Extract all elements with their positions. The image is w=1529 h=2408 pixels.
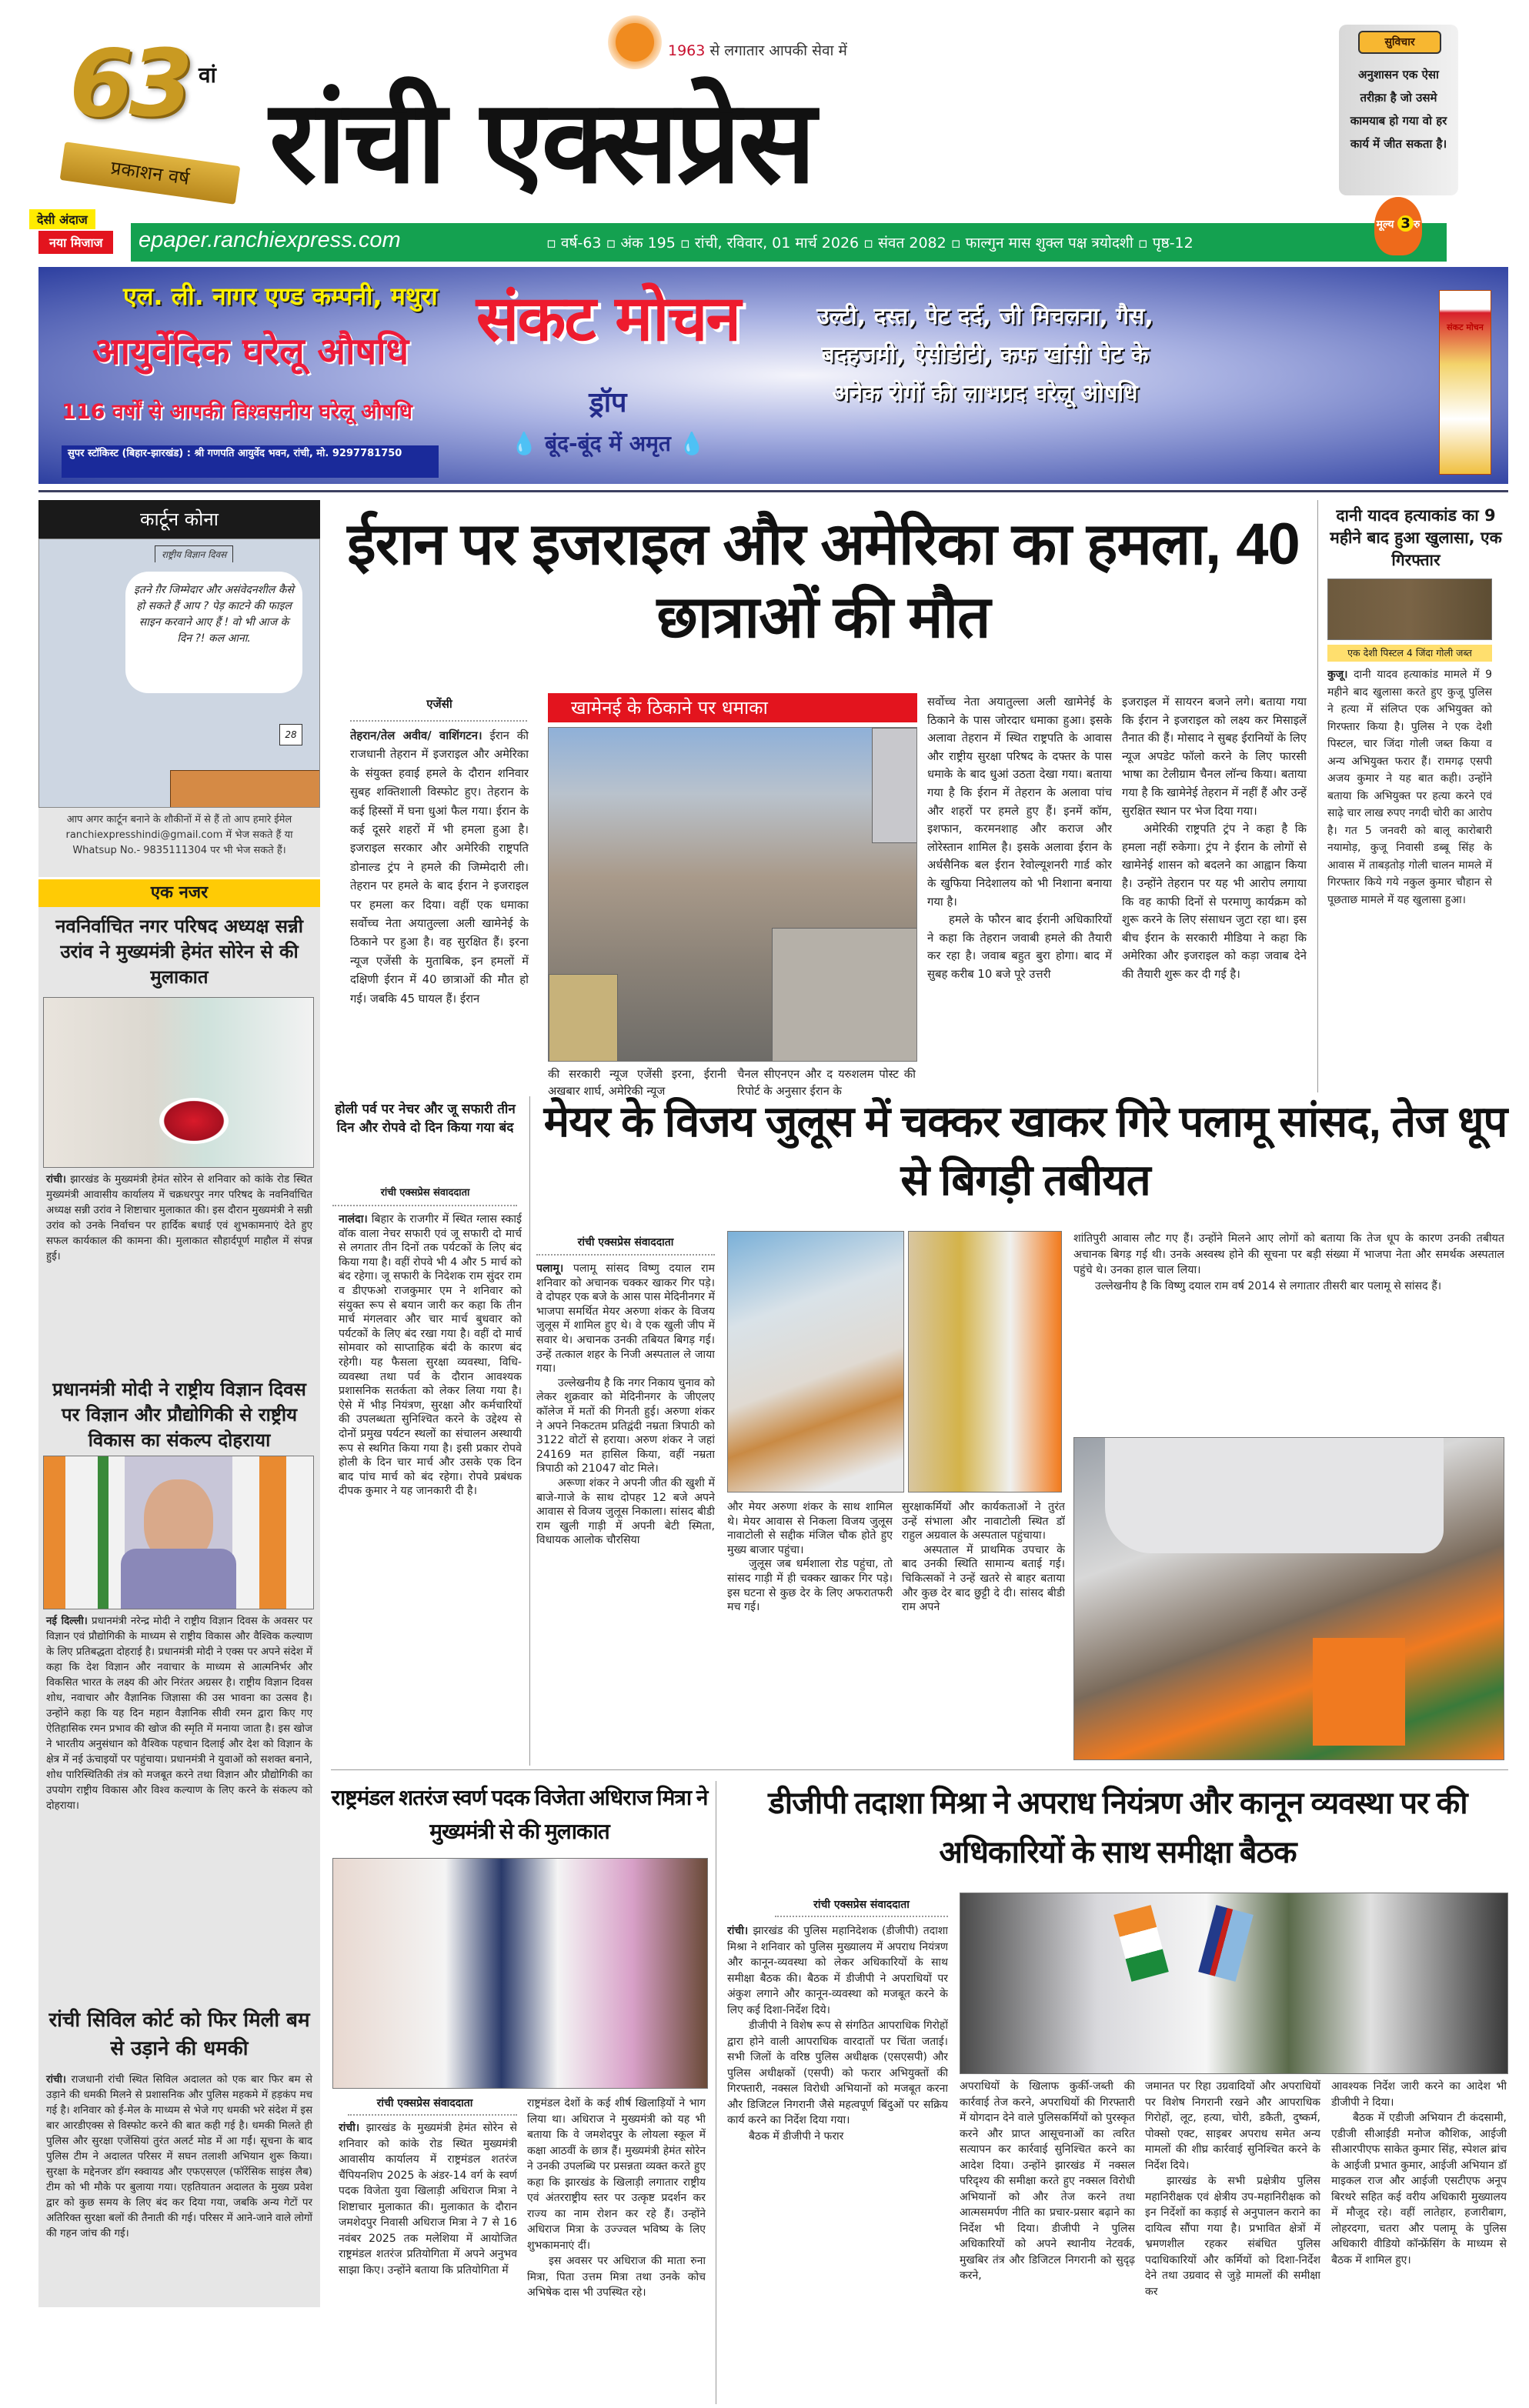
holi-headline[interactable]: होली पर्व पर नेचर और जू सफारी तीन दिन और रोपवे दो दिन किया गया बंद: [335, 1102, 516, 1136]
mayor-col-3-text: सुरक्षाकर्मियों और कार्यकताओं ने तुरंत उन्हें संभाला और नावाटोली स्थित डॉ राहुल अग्रवाल के अस्पताल पहुंचाया।: [902, 1501, 1065, 1543]
dgp-col-4-text: आवश्यक निर्देश जारी करने का आदेश भी डीजीपी ने दिया।: [1331, 2080, 1507, 2109]
dgp-col-3-para: झारखंड के सभी प्रक्षेत्रीय पुलिस महानिरीक्षक एवं क्षेत्रीय उप-महानिरीक्षक को इन निर्देशों का कड़ाई से अनुपालन कराने का दायित्व सौंपा गया है। प्रभावित क्षेत्रों में भ्रमणशील रहकर संबंधित पुलिस पदाधिकारियों और कर्मियों को दिशा-निर्देश देने तथा उग्रवाद से जुड़े मामलों की समीक्षा कर: [1145, 2175, 1320, 2298]
anniversary-badge: [31, 23, 239, 208]
anniversary-suffix: वां: [199, 62, 216, 88]
dgp-col-1-text: झारखंड की पुलिस महानिदेशक (डीजीपी) तदाशा मिश्रा ने शनिवार को पुलिस मुख्यालय में अपराध नियंत्रण और कानून-व्यवस्था को लेकर अधिकारियों के साथ समीक्षा बैठक की। बैठक में डीजीपी ने अपराधियों पर अंकुश लगाने और कानून-व्यवस्था को मजबूत करने के लिए कई दिशा-निर्देश दिये।: [727, 1925, 948, 2016]
story-body: [46, 2073, 312, 2242]
chess-col-2: [527, 2096, 706, 2301]
chess-col-1-text: झारखंड के मुख्यमंत्री हेमंत सोरेन से शनिवार को कांके रोड स्थित मुख्यमंत्री आवासीय कार्यालय में राष्ट्रमंडल शतरंज चैंपियनशिप 2025 के अंडर-14 वर्ग के स्वर्ण पदक विजेता युवा खिलाड़ी अधिराज मित्रा ने शिष्टाचार मुलाकात की। मुलाकात के दौरान जमशेदपुर निवासी अधिराज मित्रा ने 7 से 16 नवंबर 2025 तक मलेशिया में आयोजित राष्ट्रमंडल शतरंज प्रतियोगिता में अपने अनुभव साझा किए। उन्होंने बताया कि प्रतियोगिता में: [339, 2122, 517, 2276]
mayor-col-3-para: अस्पताल में प्राथमिक उपचार के बाद उनकी स्थिति सामान्य बताई गई। चिकित्सकों ने उन्हें खतरे से बाहर बताया और कुछ देर बाद छुट्टी दे दी। सांसद बीडी राम अपने: [902, 1543, 1065, 1614]
police-flag-icon: [1198, 1905, 1254, 1982]
right-story-headline[interactable]: दानी यादव हत्याकांड का 9 महीने बाद हुआ खुलासा, एक गिरफ्तार: [1330, 506, 1502, 569]
dgp-col-1: [727, 1923, 948, 2144]
cartoon-desk: [170, 770, 320, 808]
right-story-text: दानी यादव हत्याकांड मामले में 9 महीने बाद खुलासा करते हुए कुजू पुलिस ने हत्या में संलिप्त एक अभियुक्त को गिरफ्तार किया है। पुलिस ने एक देशी पिस्टल, चार जिंदा गोली जब्त किया व अन्य अभियुक्त फरार हैं। रामगढ़ एसपी अजय कुमार ने यह बात कही। उन्होंने बताया कि अभियुक्त पर हत्या करने एवं साढ़े चार लाख रुपए नगदी चोरी का आरोप है। गत 5 जनवरी को बालू कारोबारी नयामोड़, कुजू निवासी डब्बू सिंह के आवास में ताबड़तोड़ गोली चालन मामले में गिरफ्तार किये गये नकुल कुमार चौहान से पूछताछ मामले में यह खुलासा हुआ।: [1327, 669, 1492, 906]
bouquet-icon: [159, 1098, 229, 1144]
lead-col-4: [927, 693, 1112, 1093]
price-value: 3: [1397, 215, 1414, 232]
ek-nazar-header: एक नजर: [38, 879, 320, 907]
ad-slogan: [446, 429, 770, 458]
story-dateline: रांची।: [46, 2074, 66, 2086]
cartoon-speech-bubble: इतने ग़ैर जिम्मेदार और असंवेदनशील कैसे हो सकते हैं आप ? पेड़ काटने की फाइल साइन करवाने आए हैं ! वो भी आज के दिन ?! कल आना.: [125, 572, 302, 693]
byline-divider: [775, 1916, 948, 1917]
lead-photo-caption: खामेनई के ठिकाने पर धमाका: [548, 693, 917, 722]
byline-divider: [332, 1205, 517, 1206]
dgp-col-4: [1331, 2079, 1507, 2268]
lead-col-5: [1122, 693, 1307, 1093]
cartoon-image: [38, 539, 320, 808]
since-line: [668, 40, 847, 60]
dgp-col-4-para: बैठक में एडीजी अभियान टी कंदसामी, एडीजी सीआईडी मनोज कौशिक, आईजी सीआरपीएफ साकेत कुमार सिंह, स्पेशल ब्रांच के आईजी प्रभात कुमार, आईजी अभियान डॉ माइकल राज और आईजी एसटीएफ अनूप बिरथरे सहित कई वरीय अधिकारी मुख्यालय में मौजूद रहे। वहीं लातेहार, हजारीबाग, लोहरदगा, चतरा और पलामू के पुलिस अधिकारी वीडियो कॉन्फ्रेंसिंग के माध्यम से बैठक में शामिल हुए।: [1331, 2112, 1507, 2266]
price-unit: रु: [1413, 218, 1421, 231]
lead-col-4-text: सर्वोच्च नेता अयातुल्ला अली खामेनेई के ठिकाने के पास जोरदार धमाका हुआ। इसके अलावा तेहरान में स्थित राष्ट्रपति के आवास और राष्ट्रीय सुरक्षा परिषद के दफ्तर के पास धमाके के बाद धुआं उठता देखा गया। बताया गया है कि ईरान में तेहरान के अलावा पांच और शहरों पर हमले हुए हैं। इनमें कॉम, इशफान, करमनशाह और कराज और लोरेस्तान शामिल है। इसके अलावा ईरान के अर्धसैनिक बल ईरान रेवोल्यूशनरी गार्ड कोर के खुफिया निदेशालय को भी निशाना बनाया गया है।: [927, 695, 1112, 909]
white-car: [1105, 1438, 1444, 1553]
soren-meeting-photo: [43, 997, 314, 1168]
dgp-meeting-photo: [960, 1893, 1508, 2074]
chess-col-2-text: राष्ट्रमंडल देशों के कई शीर्ष खिलाड़ियों ने भाग लिया था। अधिराज ने मुख्यमंत्री को यह भी बताया कि वे जमशेदपुर के लोयला स्कूल में कक्षा आठवीं के छात्र हैं। मुख्यमंत्री हेमंत सोरेन ने उनकी उपलब्धि पर प्रसन्नता व्यक्त करते हुए कहा कि झारखंड के खिलाड़ी लगातार राष्ट्रीय एवं अंतरराष्ट्रीय स्तर पर उत्कृष्ट प्रदर्शन कर राज्य का नाम रोशन कर रहे हैं। उन्होंने अधिराज मित्रा के उज्ज्वल भविष्य के लिए शुभकामनाएं दीं।: [527, 2097, 706, 2252]
mayor-col-1-para: अरूणा शंकर ने अपनी जीत की खुशी में बाजे-गाजे के साथ दोपहर 12 बजे अपने आवास से विजय जुलूस निकाला। सांसद बीडी राम खुली गाड़ी में अपनी बेटी स्मिता, विधायक आलोक चौरसिया: [536, 1476, 715, 1547]
sankat-mochan-advertisement[interactable]: [38, 267, 1508, 484]
lead-col-4-para: हमले के फौरन बाद ईरानी अधिकारियों ने कहा कि तेहरान जवाबी हमले की तैयारी कर रहा है। जवाब बहुत बुरा होगा। बाद में सुबह करीब 10 बजे पूरे उत्तरी: [927, 913, 1112, 981]
website-link[interactable]: epaper.ranchiexpress.com: [139, 228, 401, 252]
ad-company: एल. ली. नागर एण्ड कम्पनी, मथुरा: [123, 282, 438, 311]
sun-logo-icon: [608, 15, 662, 69]
holi-dateline: नालंदा।: [339, 1213, 368, 1226]
cartoon-subtitle: राष्ट्रीय विज्ञान दिवस: [155, 545, 233, 562]
cartoon-submission-note: आप अगर कार्टून बनाने के शौकीनों में से हैं तो आप हमारे ईमेल ranchiexpresshindi@gmail.com में भेज सकते हैं या Whatsup No.- 9835111304 पर भी भेज सकते हैं।: [38, 808, 320, 877]
dgp-dateline: रांची।: [727, 1925, 749, 1937]
mayor-col-4-para: उल्लेखनीय है कि विष्णु दयाल राम वर्ष 2014 से लगातार तीसरी बार पलामू से सांसद हैं।: [1095, 1279, 1442, 1292]
ad-trust-line: 116 वर्षों से आपकी विश्वसनीय घरेलू औषधि: [62, 400, 412, 424]
lead-col-5-text: इजराइल में सायरन बजने लगे। बताया गया कि ईरान ने इजराइल को लक्ष्य कर मिसाइलें तैनात की हैं। मोसाद ने सुबह ईरानियों के लिए न्यूज अपडेट फॉलो करने के लिए फारसी भाषा का टेलीग्राम चैनल लॉन्च किया। बताया गया है कि खामेनेई तेहरान में नहीं हैं और उन्हें सुरक्षित स्थान पर भेज दिया गया।: [1122, 695, 1307, 818]
mayor-headline[interactable]: मेयर के विजय जुलूस में चक्कर खाकर गिरे पलामू सांसद, तेज धूप से बिगड़ी तबीयत: [543, 1097, 1507, 1204]
dgp-col-1-para: डीजीपी ने विशेष रूप से संगठित आपराधिक गिरोहों द्वारा होने वाली आपराधिक वारदातों पर चिंता जताई। सभी जिलों के वरिष्ठ पुलिस अधीक्षक (एसएसपी) और पुलिस अधीक्षकों (एसपी) को फरार अभियुक्तों की गिरफ्तारी, नक्सल विरोधी अभियानों को मजबूत करना और डिजिटल निगरानी जैसे महत्वपूर्ण बिंदुओं पर सक्रिय कार्य करने का निर्देश दिया गया।: [727, 2019, 948, 2126]
lead-col-1-text: ईरान की राजधानी तेहरान में इजराइल और अमेरिका के संयुक्त हवाई हमले के दौरान शनिवार सुबह शक्तिशाली विस्फोट हुए। तेहरान के कई हिस्सों में घना धुआं फैल गया। ईरान के कई दूसरे शहरों में भी हमला हुआ है। इजराइल सरकार और अमेरिकी राष्ट्रपति डोनाल्ड ट्रंप ने हमले की जिम्मेदारी ली। तेहरान पर हमले के बाद ईरान ने इजराइल पर हमला कर दिया। वहीं एक धमाका सर्वोच्च नेता अयातुल्ला अली खामेनेई के ठिकाने पर हुआ है। वह सुरक्षित हैं। इरना न्यूज एजेंसी के मुताबिक, इन हमलों में दक्षिणी ईरान में 40 छात्राओं की मौत हो गई। जबकि 45 घायल हैं। ईरान: [350, 729, 529, 1006]
lead-col-5-para: अमेरिकी राष्ट्रपति ट्रंप ने कहा है कि हमला नहीं रुकेगा। ट्रंप ने ईरान के लोगों से खामेनेई शासन को बदलने का आह्वान किया है। उन्होंने तेहरान पर यह भी आरोप लगाया कि वह काफी दिनों से परमाणु कार्यक्रम को शुरू करने के लिए संसाधन जुटा रहा था। इस बीच ईरान के सरकारी मीडिया ने कहा कि अमेरिका और इजराइल को कड़ा जवाब देने की तैयारी शुरू कर दी गई है।: [1122, 822, 1307, 981]
lead-col-3: चैनल सीएनएन और द यरुशलम पोस्ट की रिपोर्ट के अनुसार ईरान के: [737, 1068, 916, 1098]
right-story-dateline: कुजू।: [1327, 669, 1348, 681]
tagline-naya: नया मिजाज: [38, 231, 113, 254]
lead-col-2: की सरकारी न्यूज एजेंसी इरना, ईरानी अखबार शार्घ, अमेरिकी न्यूज: [548, 1068, 726, 1098]
suvichar-text: अनुशासन एक ऐसा तरीक़ा है जो उसमे कामयाब हो गया वो हर कार्य में जीत सकता है।: [1350, 68, 1447, 151]
byline-divider: [536, 1254, 715, 1256]
column-rule: [1317, 500, 1318, 1092]
story-headline[interactable]: नवनिर्वाचित नगर परिषद अध्यक्ष सन्नी उरांव ने मुख्यमंत्री हेमंत सोरेन से की मुलाकात: [55, 916, 303, 988]
lead-byline: एजेंसी: [426, 697, 452, 711]
mayor-col-4-text: शांतिपुरी आवास लौट गए हैं। उन्होंने मिलने आए लोगों को बताया कि तेज धूप के कारण उनकी तबीयत अचानक बिगड़ गई थी। उनके अस्वस्थ होने की सूचना पर बड़ी संख्या में भाजपा नेता और समर्थक अस्पताल पहुंचे थे। उनका हाल चाल लिया।: [1073, 1232, 1504, 1276]
dgp-headline[interactable]: डीजीपी तदाशा मिश्रा ने अपराध नियंत्रण और कानून व्यवस्था पर की अधिकारियों के साथ समीक्षा बैठक: [768, 1786, 1467, 1869]
ad-uses: उल्टी, दस्त, पेट दर्द, जी मिचलना, गैस, बदहजमी, ऐसीडीटी, कफ खांसी पेट के अनेक रोगों की लाभप्रद घरेलू ओषधि: [816, 303, 1153, 407]
dgp-col-3: [1145, 2079, 1320, 2300]
ad-product-box: संकट मोचन: [1439, 290, 1491, 475]
holi-text: बिहार के राजगीर में स्थित ग्लास स्काई वॉक वाला नेचर सफारी एवं जू सफारी दो मार्च से लगतार तीन दिनों तक पर्यटकों के लिए बंद किया गया है। वहीं रोपवे भी 4 और 5 मार्च को बंद रहेगा। जू सफारी के निदेशक राम सुंदर राम व डीएफओ राजकुमार एम ने शनिवार को संयुक्त रूप से बयान जारी कर कहा कि तीन मार्च मंगलवार और चार मार्च बुधवार को पर्यटकों के लिए बंद रखा गया है। वहीं दो मार्च सोमवार को साप्ताहिक बंदी के कारण बंद रहेगी। यह फैसला सुरक्षा व्यवस्था, विधि-व्यवस्था तथा पर्व के दौरान आवश्यक प्रशासनिक सतर्कता को लेकर लिया गया है। ऐसे में भीड़ नियंत्रण, सुरक्षा और कर्मचारियों की उपलब्धता सुनिश्चित करने के उद्देश्य से दोनों प्रमुख पर्यटन स्थलों का संचालन अस्थायी रूप से स्थगित किया गया है। इसी प्रकार रोपवे होली के दिन चार मार्च और उसके एक दिन बाद पांच मार्च को बंद रहेगा। रोपवे प्रबंधक दीपक कुमार ने यह जानकारी दी है।: [339, 1213, 522, 1498]
ad-product-type: ड्रॉप: [589, 387, 627, 419]
byline-divider: [350, 720, 527, 722]
story-body: [46, 1172, 312, 1265]
mayor-col-2: [727, 1500, 893, 1615]
police-press-photo: [1327, 579, 1492, 640]
newspaper-title: रांची एक्सप्रेस: [269, 75, 813, 209]
story-headline[interactable]: रांची सिविल कोर्ट को फिर मिली बम से उड़ाने की धमकी: [48, 2009, 310, 2060]
calendar-icon: 28: [279, 724, 302, 745]
story-dateline: रांची।: [46, 1174, 66, 1186]
tagline-desi: देसी अंदाज: [29, 209, 95, 229]
mayor-col-2-para: जुलूस जब धर्मशाला रोड पहुंचा, तो सांसद गाड़ी में ही चक्कर खाकर गिर पड़े। इस घटना से कुछ देर के लिए अफरातफरी मच गई।: [727, 1558, 893, 1614]
modi-photo: [43, 1456, 314, 1609]
dgp-col-1-para: बैठक में डीजीपी ने फरार: [749, 2130, 844, 2143]
chess-col-1: [339, 2120, 517, 2278]
price-badge: [1374, 197, 1422, 255]
dgp-col-2: अपराधियों के खिलाफ कुर्की-जब्ती की कार्रवाई तेज करने, अपराधियों की गिरफ्तारी में योगदान देने वाले पुलिसकर्मियों को पुरस्कृत करने और प्राप्त आसूचनाओं का त्वरित सत्यापन कर कार्रवाई सुनिश्चित करने का आदेश दिया। उन्होंने झारखंड में नक्सल परिदृश्य की समीक्षा करते हुए नक्सल विरोधी अभियानों को और तेज करने तथा आत्मसमर्पण नीति का प्रचार-प्रसार बढ़ाने का निर्देश भी दिया। डीजीपी ने पुलिस अधिकारियों को अपने स्थानीय नेटवर्क, मुखबिर तंत्र और डिजिटल निगरानी को सुदृढ़ करने,: [960, 2080, 1135, 2282]
chess-col-2-para: इस अवसर पर अधिराज की माता रुना मित्रा, पिता उत्तम मित्रा तथा उनके कोच अभिषेक दास भी उपस्थित रहे।: [527, 2255, 706, 2299]
mayor-col-3: [902, 1500, 1065, 1615]
mayor-col-1-para: उल्लेखनीय है कि नगर निकाय चुनाव को लेकर शुक्रवार को मेदिनीनगर के जीएलए कॉलेज में मतों की गिनती हुई। अरुणा शंकर ने अपने निकटतम प्रतिद्वंदी नम्रता त्रिपाठी को 3122 वोटों से हराया। अरुण शंकर ने जहां 24169 मत हासिल किया, वहीं नम्रता त्रिपाठी को 21047 वोट मिले।: [536, 1376, 715, 1476]
ad-category: आयुर्वेदिक घरेलू औषधि: [92, 330, 409, 373]
mayor-dateline: पलामू।: [536, 1262, 564, 1275]
dgp-byline: रांची एक्सप्रेस संवाददाता: [813, 1899, 910, 1911]
mayor-byline: रांची एक्सप्रेस संवाददाता: [577, 1236, 674, 1249]
section-divider: [331, 1769, 1508, 1770]
since-year: 1963: [668, 42, 706, 59]
price-label: मूल्य: [1376, 218, 1394, 231]
ad-product-name: संकट मोचन: [476, 282, 740, 355]
portrait-vest: [121, 1549, 236, 1609]
suvichar-box: [1339, 25, 1458, 195]
india-flag-icon: [1113, 1905, 1169, 1982]
chess-dateline: रांची।: [339, 2122, 360, 2134]
issue-details: ▫ वर्ष-63 ▫ अंक 195 ▫ रांची, रविवार, 01 मार्च 2026 ▫ संवत 2082 ▫ फाल्गुन मास शुक्ल पक्ष त्रयोदशी ▫ पृष्ठ-12: [546, 235, 1193, 252]
holi-byline: रांची एक्सप्रेस संवाददाता: [380, 1187, 470, 1199]
dgp-col-3-text: जमानत पर रिहा उग्रवादियों और अपराधियों पर विशेष निगरानी रखने और आपराधिक गिरोहों, लूट, हत्या, चोरी, डकैती, दुष्कर्म, पोक्सो एक्ट, साइबर अपराध समेत अन्य मामलों की शीघ्र कार्रवाई सुनिश्चित करने के निर्देश दिये।: [1145, 2080, 1320, 2172]
lead-col-1: [350, 727, 529, 1066]
drop-icon: 💧: [510, 431, 538, 456]
story-body: [46, 1614, 312, 1814]
mp-hospital-photo: [727, 1231, 904, 1492]
story-text: झारखंड के मुख्यमंत्री हेमंत सोरेन से शनिवार को कांके रोड स्थित मुख्यमंत्री आवासीय कार्यालय में चक्रधरपुर नगर परिषद के नवनिर्वाचित अध्यक्ष सन्नी उरांव ने शिष्टाचार मुलाकात की। इस दौरान मुख्यमंत्री ने सन्नी उरांव को उनके निर्वाचन पर हार्दिक बधाई एवं शुभकामनाएं देते हुए सफल कार्यकाल की कामना की। मुलाकात सौहार्दपूर्ण माहौल में संपन्न हुई।: [46, 1174, 312, 1262]
anniversary-number: 63: [69, 31, 189, 138]
since-text: से लगातार आपकी सेवा में: [709, 42, 847, 59]
story-text: राजधानी रांची स्थित सिविल अदालत को एक बार फिर बम से उड़ाने की धमकी मिलने से प्रशासनिक और पुलिस महकमे में हड़कंप मच गई है। शनिवार को ई-मेल के माध्यम से भेजे गए धमकी भरे संदेश में इस बार आरडीएक्स से विस्फोट करने की बात कही गई है। धमकी मिलते ही पुलिस और सुरक्षा एजेंसियां तुरंत अलर्ट मोड में आ गईं। सूचना के बाद पुलिस टीम ने अदालत परिसर में सघन तलाशी अभियान शुरू किया। सुरक्षा के मद्देनजर डॉग स्क्वायड और एफएसएल (फॉरेंसिक साइंस लैब) टीम को भी मौके पर बुलाया गया। एहतियातन अदालत के मुख्य प्रवेश द्वार को कुछ समय के लिए बंद कर दिया गया, जबकि अन्य गेटों पर अतिरिक्त सुरक्षा बलों की तैनाती की गई। परिसर में आने-जाने वाले लोगों की गहन जांच की गई।: [46, 2074, 312, 2240]
chess-champion-photo: [332, 1858, 708, 2089]
anniversary-ribbon: प्रकाशन वर्ष: [60, 142, 241, 205]
chess-byline: रांची एक्सप्रेस संवाददाता: [376, 2097, 473, 2110]
column-rule: [529, 1096, 530, 1766]
supporters-photo: [908, 1231, 1062, 1492]
lead-dateline: तेहरान/तेल अवीव/ वाशिंगटन।: [350, 729, 482, 742]
right-story-body: [1327, 666, 1492, 909]
ad-slogan-text: बूंद-बूंद में अमृत: [545, 431, 671, 456]
building: [549, 974, 618, 1062]
chess-headline[interactable]: राष्ट्रमंडल शतरंज स्वर्ण पदक विजेता अधिराज मित्रा ने मुख्यमंत्री से की मुलाकात: [331, 1786, 708, 1843]
story-dateline: नई दिल्ली।: [46, 1616, 88, 1627]
mayor-col-1: [536, 1262, 715, 1548]
mayor-col-1-text: पलामू सांसद विष्णु दयाल राम शनिवार को अचानक चक्कर खाकर गिर पड़े। वे दोपहर एक बजे के आस पास मेदिनीनगर में भाजपा समर्थित मेयर अरुणा शंकर के विजय जुलूस में शामिल हुए थे। वे एक खुली जीप में सवार थे। अचानक उनकी तबियत बिगड़ गई। उन्हें तत्काल शहर के निजी अस्पताल ले जाया गया।: [536, 1262, 715, 1376]
drop-icon: 💧: [678, 431, 706, 456]
byline-divider: [348, 2114, 517, 2116]
building: [872, 728, 917, 843]
story-text: प्रधानमंत्री नरेन्द्र मोदी ने राष्ट्रीय विज्ञान दिवस के अवसर पर विज्ञान एवं प्रौद्योगिकी के माध्यम से राष्ट्रीय विकास और वैश्विक कल्याण के लिए प्रतिबद्धता दोहराई है। प्रधानमंत्री मोदी ने एक्स पर अपने संदेश में कहा कि देश विज्ञान और नवाचार के माध्यम से आत्मनिर्भर और विकसित भारत के लक्ष्य की ओर निरंतर अग्रसर है। राष्ट्रीय विज्ञान दिवस शोध, नवाचार और वैज्ञानिक जिज्ञासा की उस भावना का उत्सव है। उन्होंने कहा कि यह दिन महान वैज्ञानिक सीवी रमन द्वारा किए गए ऐतिहासिक रमन प्रभाव की खोज की स्मृति में मनाया जाता है। इस खोज ने भारतीय अनुसंधान को वैश्विक पहचान दिलाई और देश को विज्ञान के क्षेत्र में नई ऊंचाइयों पर पहुंचाया। प्रधानमंत्री ने युवाओं को सशक्त बनाने, शोध पारिस्थितिकी तंत्र को मजबूत करने तथा विज्ञान और प्रौद्योगिकी का उपयोग राष्ट्रीय विकास और विश्व कल्याण के लिए करने के संकल्प को दोहराया।: [46, 1616, 312, 1812]
building: [772, 928, 917, 1062]
mayor-col-2-text: और मेयर अरुणा शंकर के साथ शामिल थे। मेयर आवास से निकला विजय जुलूस नावाटोली से सद्दीक मंजिल चौक होते हुए मुख्य बाजार पहुंचा।: [727, 1501, 893, 1556]
tehran-smoke-photo: [548, 727, 917, 1062]
section-divider: [38, 490, 1508, 492]
holi-body: [339, 1212, 522, 1499]
suvichar-label: सुविचार: [1358, 31, 1441, 54]
mayor-col-4: [1073, 1231, 1504, 1294]
lead-headline[interactable]: ईरान पर इजराइल और अमेरिका का हमला, 40 छात्राओं की मौत: [347, 512, 1300, 650]
ad-stockist: सुपर स्टॉकिस्ट (बिहार-झारखंड) : श्री गणपति आयुर्वेद भवन, रांची, मो. 9297781750: [62, 445, 439, 478]
procession-crowd-photo: [1073, 1437, 1504, 1760]
party-flag-icon: [1313, 1638, 1405, 1746]
right-story-caption: एक देशी पिस्टल 4 जिंदा गोली जब्त: [1327, 645, 1492, 662]
cartoon-corner-header: कार्टून कोना: [38, 500, 320, 539]
story-headline[interactable]: प्रधानमंत्री मोदी ने राष्ट्रीय विज्ञान दिवस पर विज्ञान और प्रौद्योगिकी से राष्ट्रीय विकास का संकल्प दोहराया: [52, 1379, 306, 1451]
